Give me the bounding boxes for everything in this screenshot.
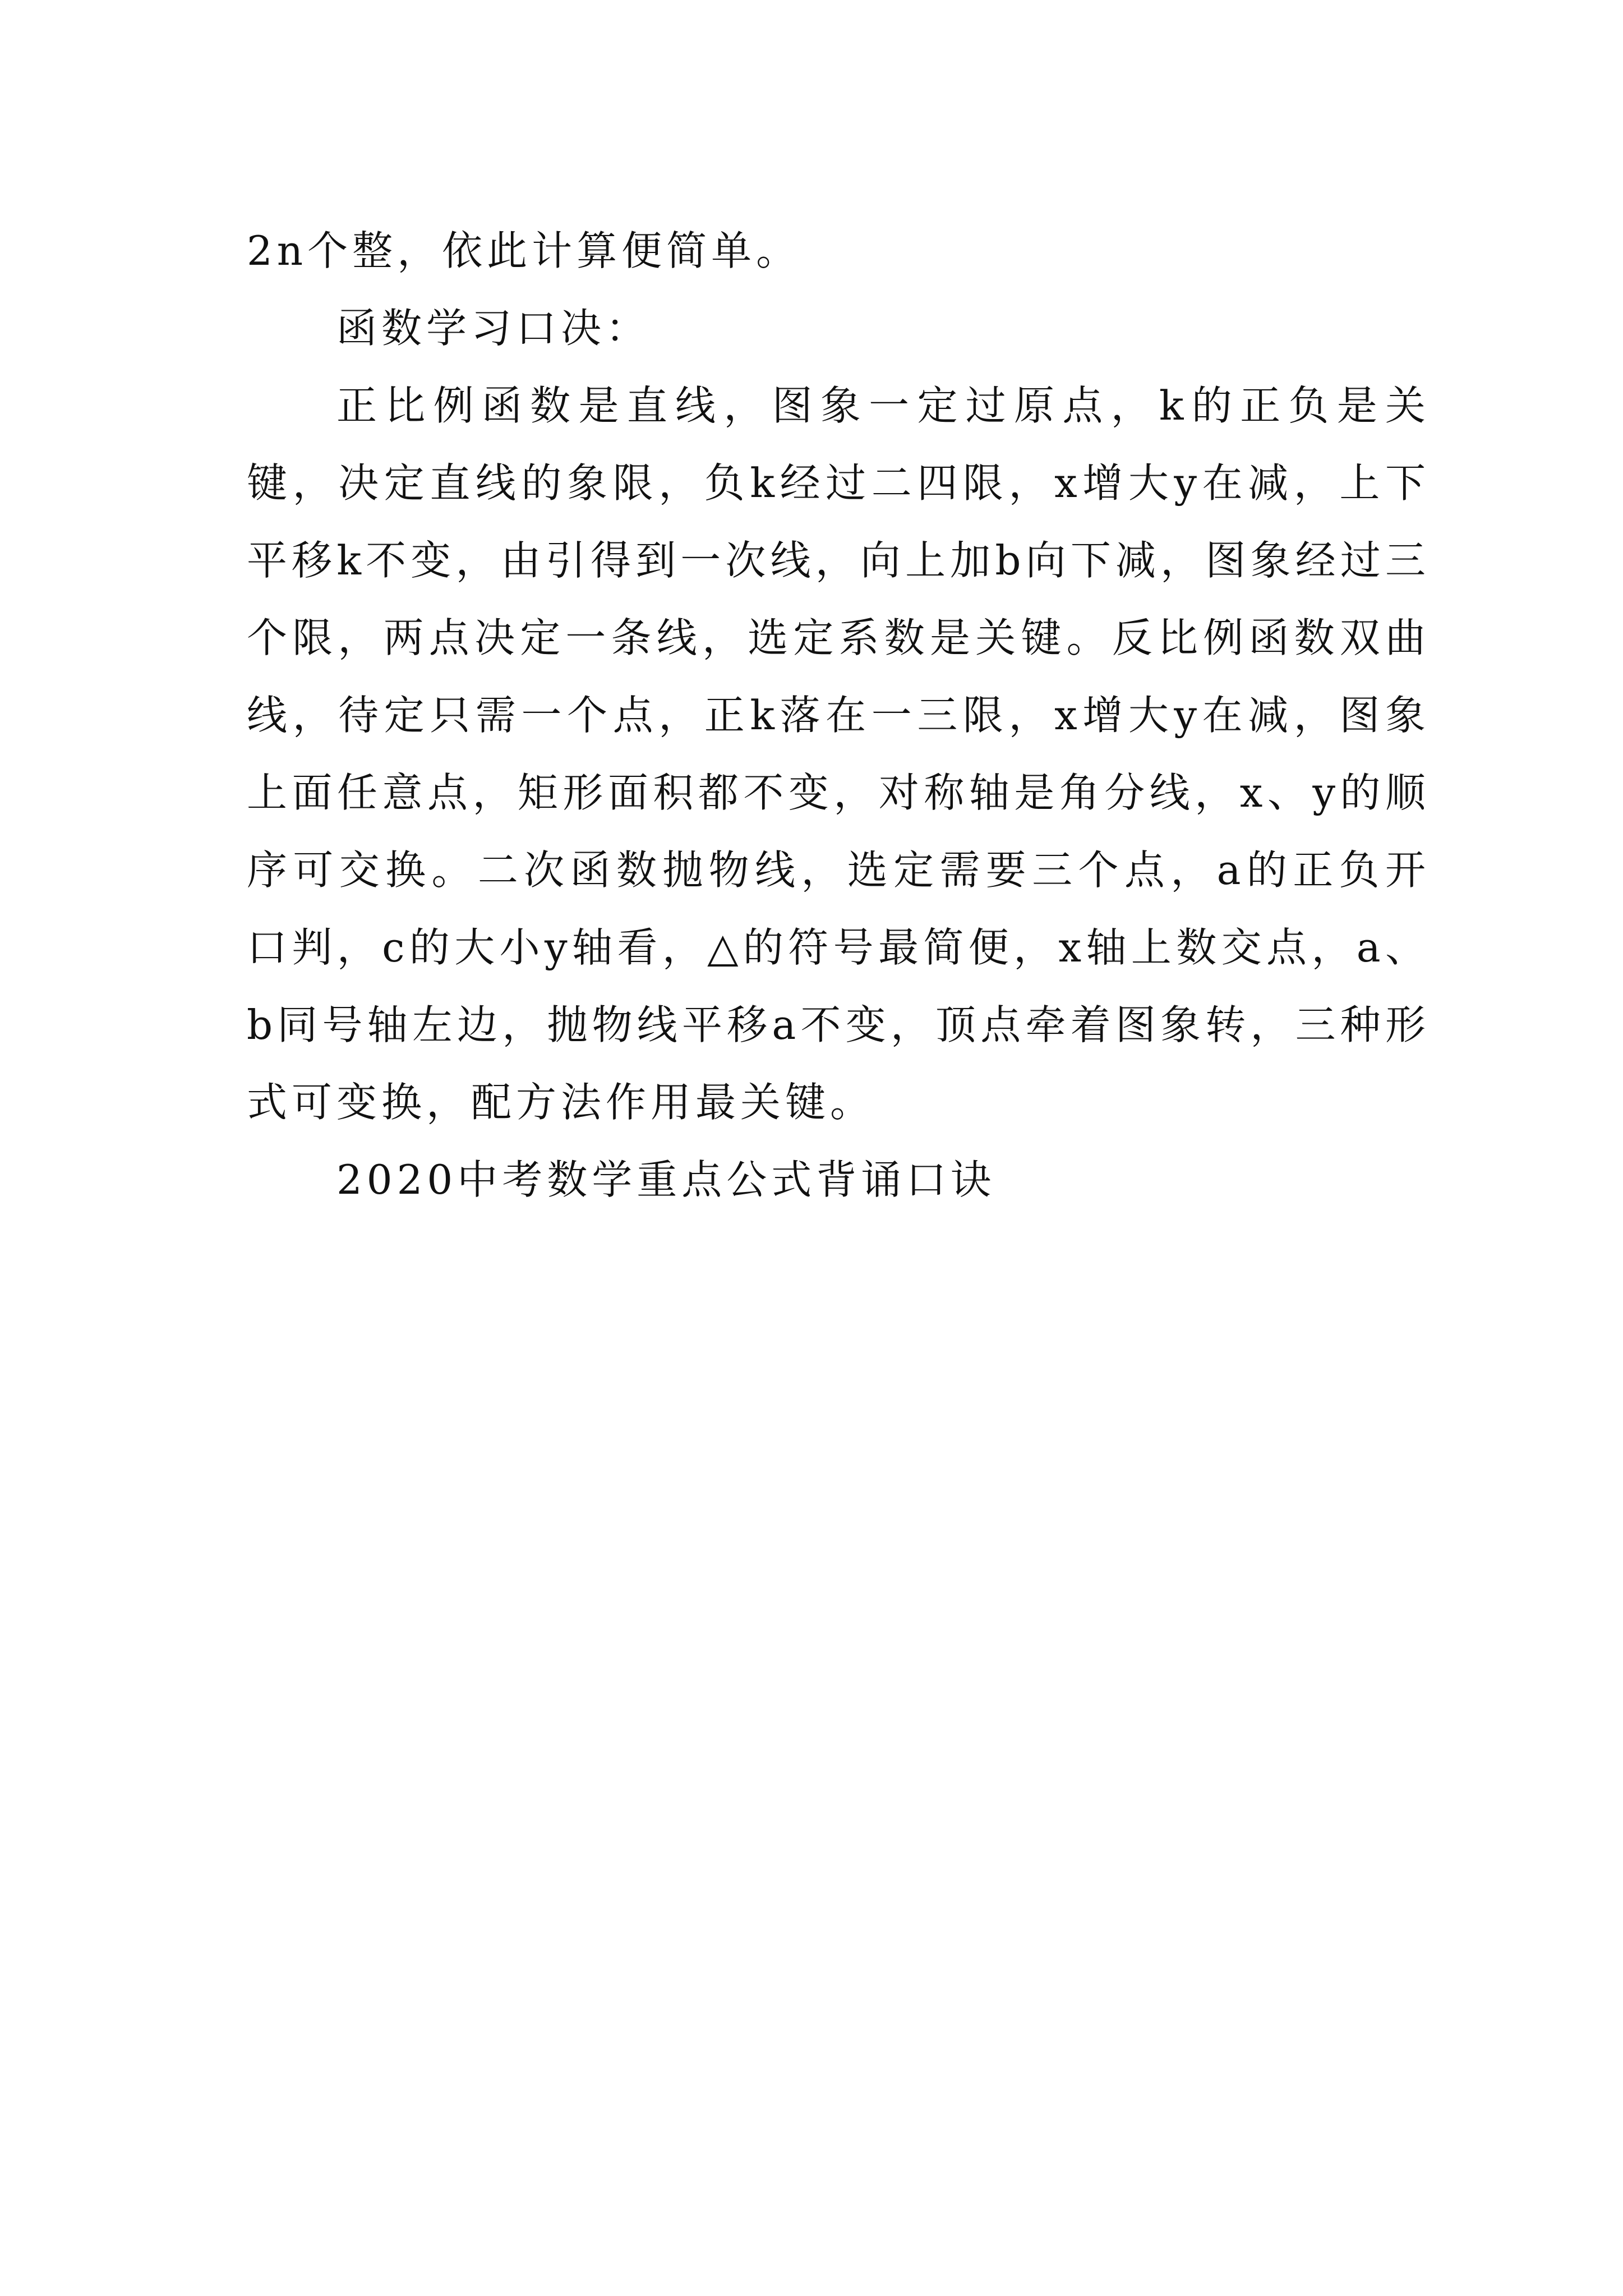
paragraph-continuation: 2n个整，依此计算便简单。 bbox=[247, 227, 801, 274]
paragraph-function-mnemonic-body: 正比例函数是直线，图象一定过原点，k的正负是关键，决定直线的象限，负k经过二四限，x增大y在减，上下平移k不变，由引得到一次线，向上加b向下减，图象经过三个限，两点决定一条线，选定系数是关键。反比例函数双曲线，待定只需一个点，正k落在一三限，x增大y在减，图象上面任意点，矩形面积都不变，对称轴是角分线，x、y的顺序可交换。二次函数抛物线，选定需要三个点，a的正负开口判，c的大小y轴看，△的符号最简便，x轴上数交点，a、b同号轴左边，抛物线平移a不变，顶点牵着图象转，三种形式可变换，配方法作用最关键。 bbox=[247, 382, 1430, 1126]
paragraph-section-title: 2020中考数学重点公式背诵口诀 bbox=[336, 1156, 996, 1203]
document-body bbox=[247, 212, 1430, 1218]
paragraph-heading-function-mnemonic: 函数学习口决： bbox=[336, 305, 651, 352]
